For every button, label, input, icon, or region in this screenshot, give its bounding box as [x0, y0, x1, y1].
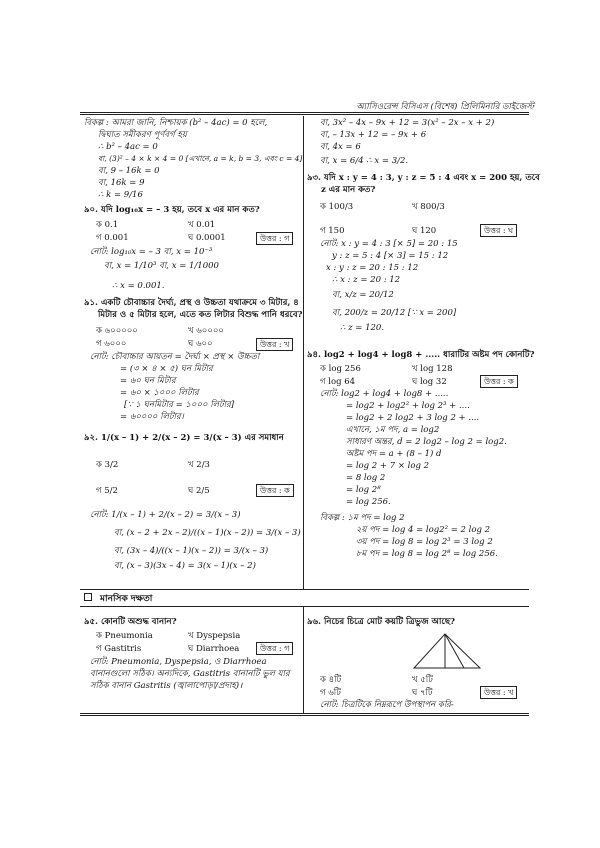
q92-note: [90, 506, 301, 572]
note-line: অষ্টম পদ = a + (8 – 1) d: [346, 449, 442, 459]
q95-answer: উত্তর : গ: [256, 642, 293, 655]
q95-option: ঘ Diarrhoea: [188, 644, 240, 654]
alt-line: বিকল্প : ১ম পদ = log 2: [320, 513, 405, 523]
question-94: ৯৪. log2 + log4 + log8 + ..... ধারাটির অষ্টম পদ কোনটি?: [307, 350, 535, 360]
note-line: = ৬০ × ১০০০ লিটার: [120, 388, 199, 398]
q91-option: গ ৬০০০: [96, 339, 127, 349]
q91-line: ৯১. একটি চৌবাচ্চার দৈর্ঘ্য, প্রস্থ ও উচ্চতা যথাক্রমে ৩ মিটার, ৪: [84, 298, 299, 308]
question-92: ৯২. 1/(x – 1) + 2/(x – 2) = 3/(x – 3) এর সমাধান: [84, 433, 284, 443]
q90-note: [90, 246, 219, 292]
note-line: [∵ ১ ঘনমিটার = ১০০০ লিটার]: [124, 400, 235, 410]
note-line: x : y : z = 20 : 15 : 12: [326, 263, 419, 273]
section-label: মানসিক দক্ষতা: [100, 594, 153, 604]
bottom-rule: [80, 713, 529, 714]
note-line: নোট: 1/(x – 1) + 2/(x – 2) = 3/(x – 3): [90, 510, 241, 520]
note-line: = log 256.: [346, 497, 391, 507]
question-91: [84, 297, 303, 321]
note-line: = log 2 + 7 × log 2: [346, 461, 430, 471]
q94-option: ক log 256: [320, 364, 361, 374]
q93-line: z এর মান কত?: [321, 185, 376, 195]
note-line: ∴ x : z = 20 : 12: [332, 275, 401, 285]
q93-answer: উত্তর : ঘ: [480, 224, 517, 237]
alt-line: বিকল্প : আমরা জানি, নিশ্চায়ক (b² – 4ac) = 0 হলে,: [84, 118, 268, 128]
note-line: এখানে, ১ম পদ, a = log2: [346, 425, 440, 435]
question-90: ৯০. যদি log₁₀x = – 3 হয়, তবে x এর মান কত?: [84, 205, 260, 215]
q96-option: ক ৪টি: [320, 675, 342, 685]
note-line: ∴ z = 120.: [340, 323, 385, 333]
q96-option: ঘ ৭টি: [412, 688, 433, 698]
note-line: সাধারণ অন্তর, d = 2 log2 – log 2 = log2.: [346, 437, 507, 447]
q91-line: মিটার ও ৫ মিটার হলে, এতে কত লিটার বিশুদ্ধ পানি ধরবে?: [98, 310, 303, 320]
running-header: অ্যাসিওরেন্স বিসিএস (বিশেষ) প্রিলিমিনারি ডাইজেস্ট: [356, 102, 534, 112]
q92-option: ঘ 2/5: [188, 486, 210, 496]
q92-answer: উত্তর : ক: [256, 484, 294, 497]
q90-option: খ 0.01: [188, 220, 216, 230]
cont-line: বা, – 13x + 12 = – 9x + 6: [320, 130, 427, 140]
q95-option: গ Gastitris: [96, 644, 142, 654]
q94-option: ঘ log 32: [412, 377, 447, 387]
triangle-figure: [412, 632, 482, 670]
q94-answer: উত্তর : ক: [480, 375, 518, 388]
section-title: [84, 591, 152, 606]
q90-option: গ 0.001: [96, 233, 129, 243]
cont-line: বা, 4x = 6: [320, 142, 361, 152]
note-line: বা, (x – 3)(3x – 4) = 3(x – 1)(x – 2): [114, 561, 256, 571]
q94-note: [320, 388, 507, 508]
q93-note: [320, 238, 458, 334]
note-line: বা, x = 1/10³ বা, x = 1/1000: [104, 261, 219, 271]
note-line: = ৬০০০০ লিটার।: [120, 412, 184, 422]
note-line: নোট: চৌবাচ্চার আয়তন = দৈর্ঘ্য × প্রস্থ × উচ্চতা: [90, 352, 260, 362]
q92-continuation: [320, 117, 494, 169]
alt-line: ∴ b² – 4ac = 0: [98, 142, 158, 152]
note-line: = log2 + 2 log2 + 3 log 2 + ....: [346, 413, 480, 423]
alt-line: ∴ k = 9/16: [98, 190, 143, 200]
q93-line: ৯৩. যদি x : y = 4 : 3, y : z = 5 : 4 এবং x = 200 হয়, তবে: [307, 173, 540, 183]
question-96: ৯৬. নিচের চিত্রে মোট কয়টি ত্রিভুজ আছে?: [307, 617, 455, 627]
alt-line: ২য় পদ = log 4 = log2² = 2 log 2: [356, 525, 491, 535]
note-line: বা, (x – 2 + 2x – 2)/((x – 1)(x – 2)) = 3/(x – 3): [114, 528, 301, 538]
section-rule-top: [80, 589, 529, 590]
cont-line: বা, x = 6/4 ∴ x = 3/2.: [320, 156, 409, 166]
top-rule: [80, 112, 529, 113]
column-divider-2: [303, 607, 304, 713]
question-93: [307, 172, 540, 196]
note-line: নোট: log2 + log4 + log8 + .....: [320, 389, 449, 399]
note-line: y : z = 5 : 4 [× 3] = 15 : 12: [332, 251, 449, 261]
note-line: সঠিক বানান Gastritis (জ্বালাপোড়া/প্রদাহ)।: [90, 681, 243, 691]
bottom-rule-2: [80, 715, 529, 716]
q93-option: খ 800/3: [412, 202, 445, 212]
left-column: [84, 117, 303, 201]
alt-line: বা, 9 – 16k = 0: [98, 166, 160, 176]
q92-option: ক 3/2: [96, 460, 119, 470]
q93-option: ক 100/3: [320, 202, 354, 212]
q95-option: ক Pneumonia: [96, 631, 153, 641]
section-rule-bottom: [80, 606, 529, 607]
note-line: = ৬০ ঘন মিটার: [120, 376, 176, 386]
q91-option: খ ৬০০০০: [188, 326, 224, 336]
note-line: নোট: x : y = 4 : 3 [× 5] = 20 : 15: [320, 239, 458, 249]
q92-option: খ 2/3: [188, 460, 210, 470]
note-line: = (৩ × ৪ × ৫) ঘন মিটার: [120, 364, 213, 374]
q94-alternative: [320, 512, 498, 560]
q95-option: খ Dyspepsia: [188, 631, 241, 641]
alt-line: বা, (3)² – 4 × k × 4 = 0 [এখানে, a = k, b = 3, এবং c = 4]: [98, 154, 303, 163]
q95-note: [90, 656, 290, 692]
q94-option: খ log 128: [412, 364, 453, 374]
q90-option: ঘ 0.0001: [188, 233, 226, 243]
q90-option: ক 0.1: [96, 220, 119, 230]
note-line: নোট: log₁₀x = – 3 বা, x = 10⁻³: [90, 247, 213, 257]
note-line: বা, (3x – 4)/((x – 1)(x – 2)) = 3/(x – 3): [114, 546, 269, 556]
note-line: = log 2⁸: [346, 485, 381, 495]
note-line: = log2 + log2² + log 2³ + ....: [346, 401, 470, 411]
q91-option: ঘ ৬০০: [188, 339, 213, 349]
note-line: = 8 log 2: [346, 473, 386, 483]
note-line: বানানগুলো সঠিক। অন্যদিকে, Gastitris বানানটি ভুল যার: [90, 669, 290, 679]
q92-option: গ 5/2: [96, 486, 118, 496]
q91-option: ক ৬০০০০০: [96, 326, 138, 336]
q96-answer: উত্তর : খ: [480, 686, 517, 699]
question-95: ৯৫. কোনটি অশুদ্ধ বানান?: [84, 617, 177, 627]
note-line: ∴ x = 0.001.: [112, 281, 165, 291]
alt-line: দ্বিঘাত সমীকরণ পূর্ণবর্গ হয়: [98, 130, 187, 140]
alt-line: ৮ম পদ = log 8 = log 2⁸ = log 256.: [356, 549, 498, 559]
q93-option: গ 150: [320, 226, 345, 236]
q90-answer: উত্তর : গ: [256, 232, 293, 245]
q93-option: ঘ 120: [412, 226, 437, 236]
note-line: বা, 200/z = 20/12 [∵ x = 200]: [332, 308, 457, 318]
q96-option: খ ৫টি: [412, 675, 433, 685]
alt-line: ৩য় পদ = log 8 = log 2³ = 3 log 2: [356, 537, 493, 547]
checkbox-icon: [84, 593, 92, 601]
note-line: নোট: Pneumonia, Dyspepsia, ও Diarrhoea: [90, 657, 267, 667]
q96-note: নোট: চিত্রটিকে নিম্নরূপে উপস্থাপন করি-: [320, 700, 454, 710]
note-line: বা, x/z = 20/12: [332, 290, 394, 300]
cont-line: বা, 3x² – 4x – 9x + 12 = 3(x² – 2x – x + 2): [320, 118, 495, 128]
top-rule-2: [80, 114, 529, 115]
q91-note: [90, 351, 259, 423]
q96-option: গ ৬টি: [320, 688, 341, 698]
q91-answer: উত্তর : খ: [256, 338, 293, 351]
q94-option: গ log 64: [320, 377, 356, 387]
column-divider: [303, 116, 304, 590]
alt-line: বা, 16k = 9: [98, 178, 145, 188]
